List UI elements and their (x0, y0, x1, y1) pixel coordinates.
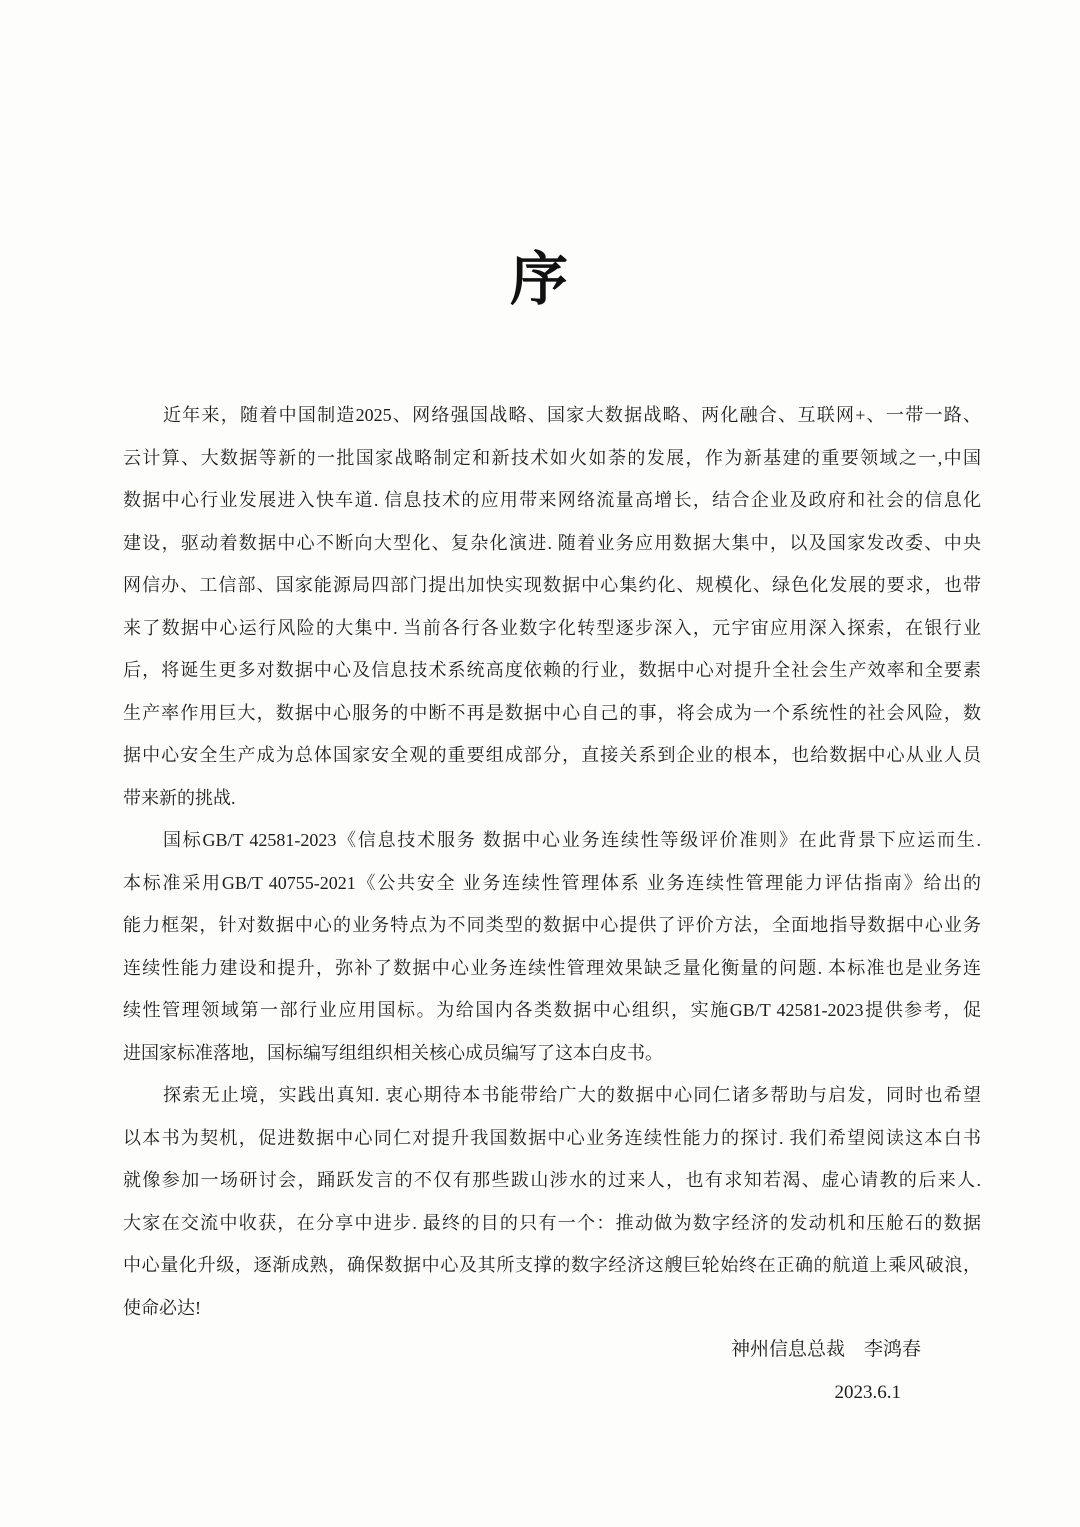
page-title: 序 (509, 247, 570, 312)
paragraph (123, 819, 981, 1074)
text-line: 云计算、大数据等新的一批国家战略制定和新技术如火如荼的发展，作为新基建的重要领域之一,中国 (123, 447, 981, 468)
text-line: 后，将诞生更多对数据中心及信息技术系统高度依赖的行业，数据中心对提升全社会生产效率和全要素 (123, 660, 981, 680)
text-line: 进国家标准落地，国标编写组组织相关核心成员编写了这本白皮书。 (123, 1042, 663, 1063)
text-line: 中心量化升级，逐渐成熟，确保数据中心及其所支撑的数字经济这艘巨轮始终在正确的航道上乘风破浪， (123, 1255, 981, 1275)
text-line: 来了数据中心运行风险的大集中. 当前各行各业数字化转型逐步深入，元宇宙应用深入探索，在银行业 (123, 617, 981, 638)
signature-block (123, 1329, 981, 1414)
text-line: 近年来，随着中国制造2025、网络强国战略、国家大数据战略、两化融合、互联网+、一带一路、 (163, 405, 981, 425)
text-line: 生产率作用巨大，数据中心服务的中断不再是数据中心自己的事，将会成为一个系统性的社会风险，数 (123, 702, 981, 723)
text-line: 能力框架，针对数据中心的业务特点为不同类型的数据中心提供了评价方法，全面地指导数据中心业务 (123, 915, 981, 935)
date: 2023.6.1 (834, 1381, 901, 1403)
text-line: 探索无止境，实践出真知. 衷心期待本书能带给广大的数据中心同仁诸多帮助与启发，同时也希望 (163, 1085, 981, 1105)
text-line: 据中心安全生产成为总体国家安全观的重要组成部分，直接关系到企业的根本，也给数据中心从业人员 (123, 745, 981, 765)
text-line: 使命必达! (123, 1297, 201, 1318)
document-body (123, 394, 981, 1329)
paragraph (123, 394, 981, 819)
text-line: 带来新的挑战. (123, 787, 236, 808)
text-line: 续性管理领域第一部行业应用国标。为给国内各类数据中心组织，实施GB/T 42581-2023提供参考，促 (123, 1000, 981, 1020)
text-line: 国标GB/T 42581-2023《信息技术服务 数据中心业务连续性等级评价准则》在此背景下应运而生. (163, 830, 981, 850)
text-line: 数据中心行业发展进入快车道. 信息技术的应用带来网络流量高增长，结合企业及政府和社会的信息化 (123, 490, 981, 510)
text-line: 就像参加一场研讨会，踊跃发言的不仅有那些跋山涉水的过来人，也有求知若渴、虚心请教的后来人. (123, 1170, 981, 1190)
text-line: 连续性能力建设和提升，弥补了数据中心业务连续性管理效果缺乏量化衡量的问题. 本标准也是业务连 (123, 957, 981, 978)
text-line: 本标准采用GB/T 40755-2021《公共安全 业务连续性管理体系 业务连续性管理能力评估指南》给出的 (123, 872, 981, 893)
text-line: 建设，驱动着数据中心不断向大型化、复杂化演进. 随着业务应用数据大集中，以及国家发改委、中央 (123, 532, 981, 553)
text-line: 网信办、工信部、国家能源局四部门提出加快实现数据中心集约化、规模化、绿色化发展的要求，也带 (123, 575, 981, 595)
text-line: 大家在交流中收获，在分享中进步. 最终的目的只有一个：推动做为数字经济的发动机和压舱石的数据 (123, 1212, 981, 1233)
paragraph (123, 1074, 981, 1329)
signature: 神州信息总裁 李鸿春 (730, 1339, 921, 1360)
text-line: 以本书为契机，促进数据中心同仁对提升我国数据中心业务连续性能力的探讨. 我们希望阅读这本白书 (123, 1127, 981, 1148)
